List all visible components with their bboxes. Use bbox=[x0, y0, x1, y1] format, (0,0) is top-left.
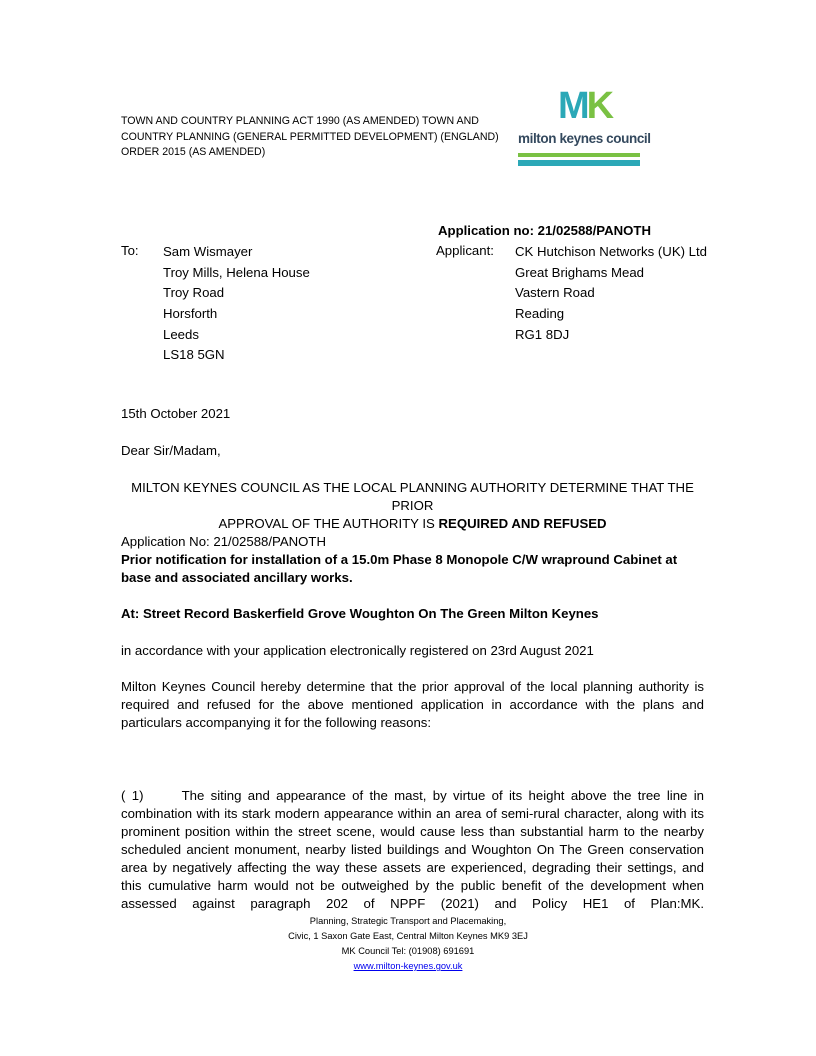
application-number-heading: Application no: 21/02588/PANOTH bbox=[438, 223, 651, 238]
recipient-line: Troy Mills, Helena House bbox=[163, 264, 310, 280]
applicant-label: Applicant: bbox=[436, 243, 494, 258]
reason-number: ( 1) bbox=[121, 788, 144, 803]
logo-wordmark: milton keynes council bbox=[518, 131, 651, 146]
applicant-address bbox=[515, 242, 707, 345]
act-line-2: COUNTRY PLANNING (GENERAL PERMITTED DEVELOPMENT) (ENGLAND) bbox=[121, 130, 499, 143]
act-line-3: ORDER 2015 (AS AMENDED) bbox=[121, 146, 266, 158]
recipient-line: Troy Road bbox=[163, 285, 225, 301]
applicant-line: Vastern Road bbox=[515, 285, 595, 301]
footer-website-link[interactable]: www.milton-keynes.gov.uk bbox=[353, 961, 463, 971]
reason-item bbox=[121, 787, 704, 913]
to-label: To: bbox=[121, 243, 139, 258]
footer-address: Civic, 1 Saxon Gate East, Central Milton Keynes MK9 3EJ bbox=[288, 931, 528, 941]
decision-line-1: MILTON KEYNES COUNCIL AS THE LOCAL PLANNING AUTHORITY DETERMINE THAT THE PRIOR bbox=[131, 480, 694, 513]
recipient-line: Horsforth bbox=[163, 306, 218, 322]
footer bbox=[0, 914, 816, 974]
reason-text: The siting and appearance of the mast, by virtue of its height above the tree line in combination with its stark modern appearance within an area of semi-rural character, along with its prominent position within the street scene, would cause less than substantial harm to the nearby scheduled ancient monument, nearby listed buildings and Woughton On The Green conservation area by negatively affecting the way these assets are experienced, degrading their settings, and this cumulative harm would not be outweighed by the public benefit of the development when assessed against paragraph 202 of NPPF (2021) and Policy HE1 of Plan:MK. bbox=[121, 788, 704, 911]
logo-teal-bar bbox=[518, 160, 640, 166]
salutation: Dear Sir/Madam, bbox=[121, 443, 221, 458]
applicant-line: CK Hutchison Networks (UK) Ltd bbox=[515, 244, 708, 259]
logo-green-bar bbox=[518, 153, 640, 157]
determination-text: Milton Keynes Council hereby determine that the prior approval of the local planning authority is required and refused for the above mentioned application in accordance with the plans and particulars accompanying it for the following reasons: bbox=[121, 679, 704, 730]
planning-act-heading bbox=[121, 114, 501, 161]
applicant-line: RG1 8DJ bbox=[515, 326, 570, 342]
application-number: Application No: 21/02588/PANOTH bbox=[121, 534, 327, 549]
registration-text: in accordance with your application electronically registered on 23rd August 2021 bbox=[121, 643, 594, 658]
applicant-line: Great Brighams Mead bbox=[515, 264, 644, 280]
decision-heading bbox=[121, 479, 704, 533]
decision-line-2: APPROVAL OF THE AUTHORITY IS REQUIRED AND REFUSED bbox=[218, 516, 607, 531]
letter-date: 15th October 2021 bbox=[121, 406, 231, 421]
recipient-line: Sam Wismayer bbox=[163, 244, 253, 259]
decision-outcome: REQUIRED AND REFUSED bbox=[438, 516, 607, 531]
applicant-line: Reading bbox=[515, 306, 565, 322]
footer-department: Planning, Strategic Transport and Placemaking, bbox=[309, 916, 507, 926]
application-description: Prior notification for installation of a 15.0m Phase 8 Monopole C/W wrapround Cabinet at base and associated ancillary works. bbox=[121, 552, 678, 585]
logo-mark: MK bbox=[558, 85, 612, 127]
recipient-line: LS18 5GN bbox=[163, 347, 225, 363]
council-logo bbox=[518, 85, 651, 171]
site-location: At: Street Record Baskerfield Grove Woughton On The Green Milton Keynes bbox=[121, 606, 599, 621]
act-line-1: TOWN AND COUNTRY PLANNING ACT 1990 (AS AMENDED) TOWN AND bbox=[121, 115, 479, 127]
recipient-address bbox=[163, 242, 310, 366]
recipient-line: Leeds bbox=[163, 326, 199, 342]
footer-phone: MK Council Tel: (01908) 691691 bbox=[341, 946, 475, 956]
